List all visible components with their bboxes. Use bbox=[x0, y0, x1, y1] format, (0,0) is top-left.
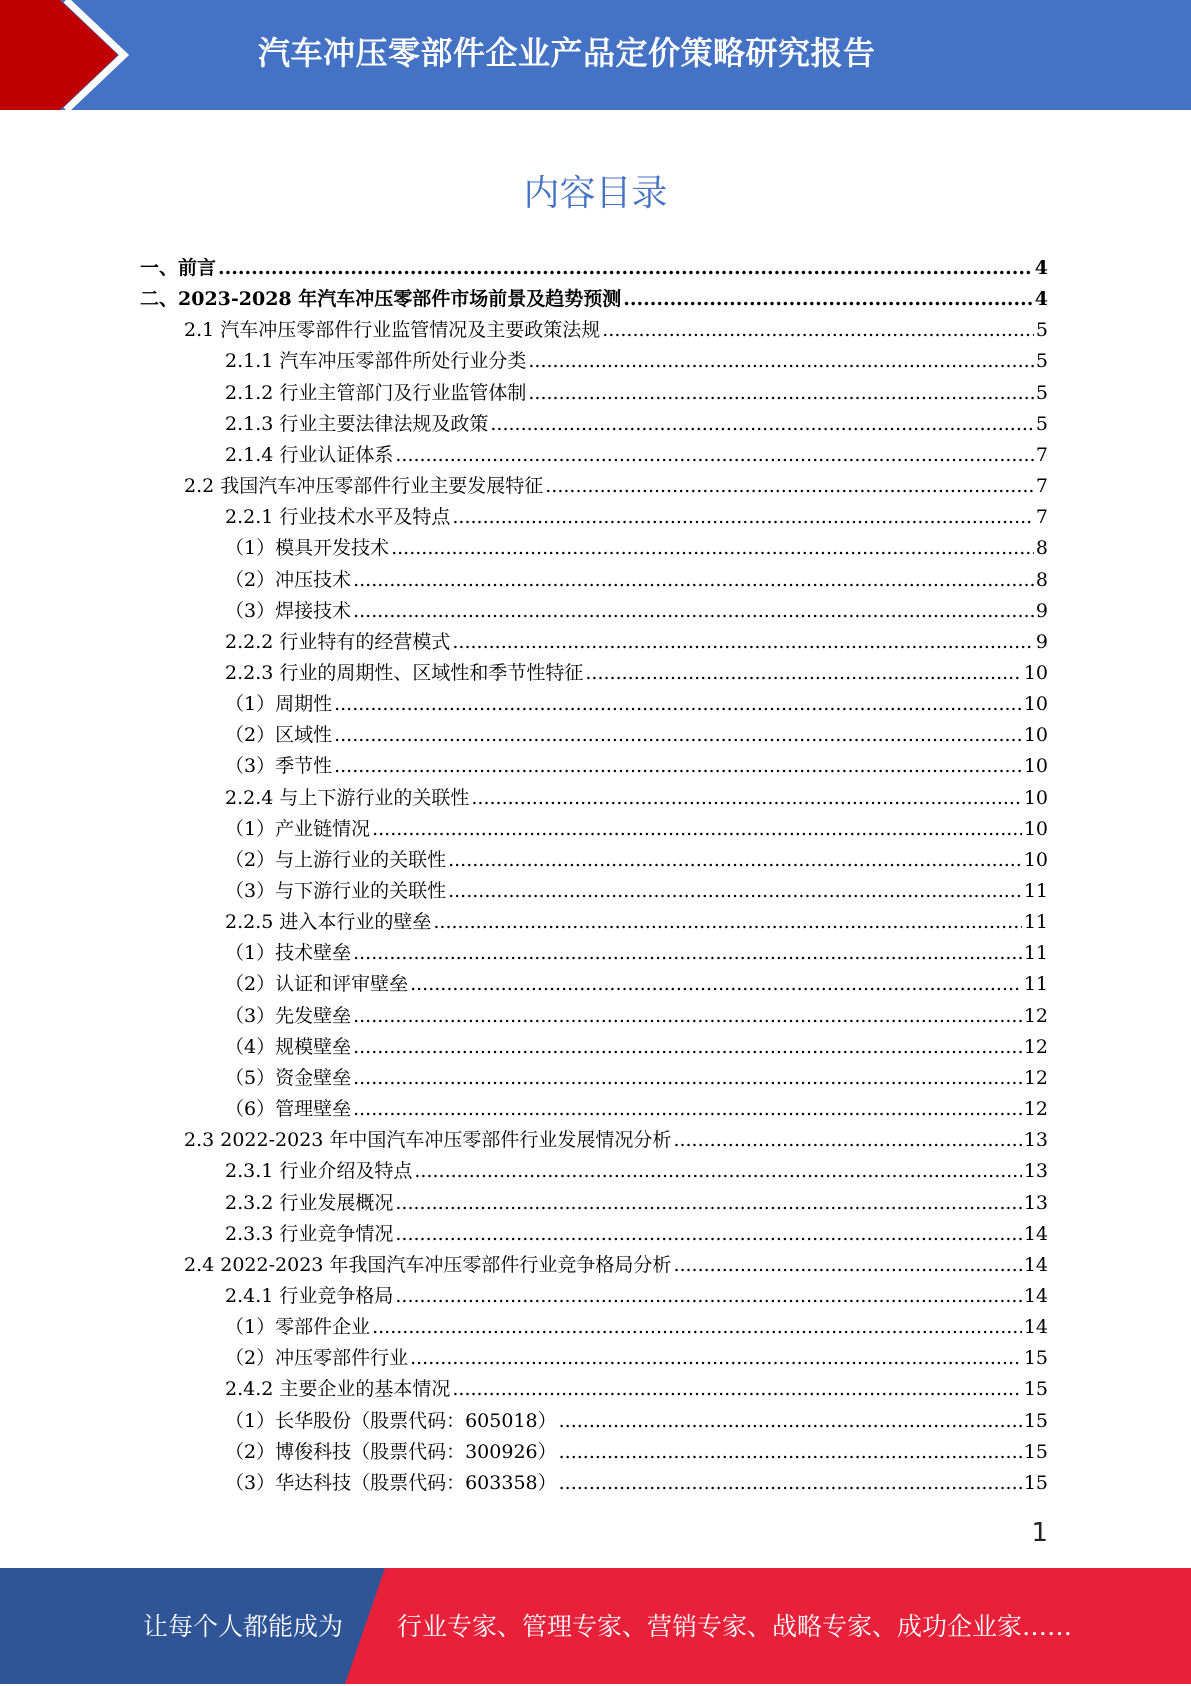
toc-entry-page: 5 bbox=[1035, 412, 1048, 435]
page-number: 1 bbox=[1031, 1518, 1048, 1548]
toc-entry-page: 14 bbox=[1023, 1284, 1048, 1307]
toc-leader-dots bbox=[585, 662, 1021, 684]
toc-leader-dots bbox=[353, 1005, 1022, 1027]
toc-leader-dots bbox=[528, 350, 1034, 372]
toc-leader-dots bbox=[334, 755, 1022, 777]
toc-entry-label: 2.4.1 行业竞争格局 bbox=[225, 1284, 394, 1307]
toc-entry-label: 2.3.2 行业发展概况 bbox=[225, 1191, 394, 1214]
toc-entry[interactable] bbox=[225, 689, 1048, 720]
toc-entry-label: （3）焊接技术 bbox=[225, 599, 352, 622]
toc-leader-dots bbox=[433, 911, 1021, 933]
toc-entry[interactable] bbox=[225, 1156, 1048, 1187]
toc-entry-page: 7 bbox=[1035, 475, 1048, 498]
toc-entry-page: 15 bbox=[1023, 1440, 1048, 1463]
page-footer bbox=[0, 1568, 1191, 1684]
toc-leader-dots bbox=[545, 475, 1034, 497]
toc-leader-dots bbox=[673, 1254, 1021, 1276]
toc-leader-dots bbox=[448, 880, 1022, 902]
toc-entry-page: 14 bbox=[1023, 1316, 1048, 1339]
toc-entry-page: 10 bbox=[1023, 661, 1048, 684]
toc-entry-page: 11 bbox=[1023, 973, 1048, 996]
toc-entry-page: 10 bbox=[1023, 724, 1048, 747]
toc-entry-label: （3）季节性 bbox=[225, 755, 333, 778]
toc-entry-label: 2.2.1 行业技术水平及特点 bbox=[225, 506, 451, 529]
toc-entry[interactable] bbox=[225, 1001, 1048, 1032]
toc-leader-dots bbox=[528, 382, 1034, 404]
toc-entry-label: 2.2.4 与上下游行业的关联性 bbox=[225, 786, 470, 809]
page-header bbox=[0, 0, 1191, 110]
toc-entry-page: 14 bbox=[1023, 1222, 1048, 1245]
toc-entry-page: 15 bbox=[1023, 1471, 1048, 1494]
toc-entry[interactable] bbox=[225, 565, 1048, 596]
toc-entry[interactable] bbox=[184, 1125, 1048, 1156]
toc-heading: 内容目录 bbox=[523, 173, 668, 214]
toc-leader-dots bbox=[410, 1347, 1022, 1369]
toc-entry-page: 12 bbox=[1023, 1098, 1048, 1121]
toc-leader-dots bbox=[559, 1472, 1022, 1494]
toc-leader-dots bbox=[559, 1441, 1022, 1463]
toc-entry-label: 2.1.2 行业主管部门及行业监管体制 bbox=[225, 381, 527, 404]
toc-entry-label: （1）模具开发技术 bbox=[225, 537, 390, 560]
toc-leader-dots bbox=[372, 1316, 1022, 1338]
toc-entry-label: 2.3.3 行业竞争情况 bbox=[225, 1222, 394, 1245]
toc-entry-label: 2.1 汽车冲压零部件行业监管情况及主要政策法规 bbox=[184, 319, 601, 342]
toc-entry-label: （1）零部件企业 bbox=[225, 1316, 371, 1339]
toc-entry-page: 9 bbox=[1035, 599, 1048, 622]
toc-leader-dots bbox=[334, 724, 1022, 746]
toc-entry-label: 2.1.4 行业认证体系 bbox=[225, 443, 394, 466]
toc-leader-dots bbox=[334, 693, 1022, 715]
toc-entry[interactable] bbox=[225, 1312, 1048, 1343]
toc-entry-page: 10 bbox=[1023, 786, 1048, 809]
toc-entry-page: 7 bbox=[1035, 506, 1048, 529]
toc-leader-dots bbox=[452, 1378, 1021, 1400]
toc-entry[interactable] bbox=[225, 751, 1048, 782]
toc-entry[interactable] bbox=[225, 502, 1048, 533]
toc-leader-dots bbox=[471, 787, 1021, 809]
toc-leader-dots bbox=[372, 818, 1022, 840]
toc-entry-label: 2.4.2 主要企业的基本情况 bbox=[225, 1378, 451, 1401]
toc-entry-label: 2.3 2022-2023 年中国汽车冲压零部件行业发展情况分析 bbox=[184, 1129, 672, 1152]
toc-entry-page: 12 bbox=[1023, 1004, 1048, 1027]
toc-entry-label: （1）长华股份（股票代码：605018） bbox=[225, 1409, 557, 1432]
toc-entry-page: 5 bbox=[1035, 381, 1048, 404]
toc-leader-dots bbox=[602, 319, 1034, 341]
toc-entry[interactable] bbox=[225, 409, 1048, 440]
toc-leader-dots bbox=[395, 1223, 1021, 1245]
toc-entry-page: 5 bbox=[1035, 319, 1048, 342]
toc-entry[interactable] bbox=[225, 1094, 1048, 1125]
toc-entry[interactable] bbox=[184, 471, 1048, 502]
toc-leader-dots bbox=[623, 288, 1033, 310]
toc-entry-label: 2.4 2022-2023 年我国汽车冲压零部件行业竞争格局分析 bbox=[184, 1253, 672, 1276]
toc-entry-label: （2）认证和评审壁垒 bbox=[225, 973, 409, 996]
toc-leader-dots bbox=[395, 1192, 1021, 1214]
toc-entry-page: 11 bbox=[1023, 942, 1048, 965]
toc-entry[interactable] bbox=[225, 814, 1048, 845]
toc-entry[interactable] bbox=[140, 284, 1048, 315]
toc-entry-label: 2.2 我国汽车冲压零部件行业主要发展特征 bbox=[184, 475, 544, 498]
toc-entry-page: 12 bbox=[1023, 1035, 1048, 1058]
toc-entry[interactable] bbox=[225, 440, 1048, 471]
toc-entry-label: （4）规模壁垒 bbox=[225, 1035, 352, 1058]
toc-entry-page: 10 bbox=[1023, 817, 1048, 840]
toc-entry[interactable] bbox=[225, 378, 1048, 409]
toc-entry-label: （3）先发壁垒 bbox=[225, 1004, 352, 1027]
toc-entry[interactable] bbox=[184, 315, 1048, 346]
toc-entry[interactable] bbox=[225, 1281, 1048, 1312]
toc-entry-label: （6）管理壁垒 bbox=[225, 1098, 352, 1121]
toc-entry-label: （3）与下游行业的关联性 bbox=[225, 880, 447, 902]
toc-leader-dots bbox=[353, 1036, 1022, 1058]
toc-entry-page: 13 bbox=[1023, 1129, 1048, 1152]
toc-entry[interactable] bbox=[225, 1468, 1048, 1499]
toc-entry[interactable] bbox=[225, 596, 1048, 627]
toc-entry-page: 15 bbox=[1023, 1347, 1048, 1370]
toc-entry[interactable] bbox=[225, 938, 1048, 969]
footer-slogan-left: 让每个人都能成为 bbox=[143, 1612, 344, 1641]
report-title: 汽车冲压零部件企业产品定价策略研究报告 bbox=[258, 34, 876, 72]
toc-entry-page: 10 bbox=[1023, 755, 1048, 778]
toc-entry-label: 2.2.3 行业的周期性、区域性和季节性特征 bbox=[225, 661, 584, 684]
toc-leader-dots bbox=[395, 1285, 1021, 1307]
toc-entry-page: 5 bbox=[1035, 350, 1048, 373]
toc-entry-page: 8 bbox=[1035, 568, 1048, 591]
toc-entry-label: （5）资金壁垒 bbox=[225, 1066, 352, 1089]
toc-leader-dots bbox=[353, 600, 1034, 622]
toc-entry[interactable] bbox=[225, 876, 1048, 907]
toc-entry[interactable] bbox=[225, 1219, 1048, 1250]
toc-entry[interactable] bbox=[225, 346, 1048, 377]
toc-entry[interactable] bbox=[225, 907, 1048, 938]
toc-entry-page: 13 bbox=[1023, 1191, 1048, 1214]
toc-leader-dots bbox=[448, 849, 1022, 871]
toc-leader-dots bbox=[218, 257, 1033, 279]
toc-entry-label: （2）与上游行业的关联性 bbox=[225, 848, 447, 871]
toc-entry[interactable] bbox=[140, 253, 1048, 284]
toc-entry-label: 2.1.3 行业主要法律法规及政策 bbox=[225, 412, 489, 435]
toc-leader-dots bbox=[353, 942, 1022, 964]
toc-entry-label: 2.1.1 汽车冲压零部件所处行业分类 bbox=[225, 350, 527, 373]
toc-leader-dots bbox=[452, 506, 1034, 528]
toc-entry[interactable] bbox=[225, 720, 1048, 751]
toc-leader-dots bbox=[391, 537, 1034, 559]
toc-leader-dots bbox=[410, 973, 1022, 995]
toc-entry-page: 10 bbox=[1023, 693, 1048, 716]
toc-entry[interactable] bbox=[225, 1188, 1048, 1219]
toc-entry[interactable] bbox=[225, 627, 1048, 658]
toc-entry-page: 10 bbox=[1023, 848, 1048, 871]
toc-entry-label: 2.3.1 行业介绍及特点 bbox=[225, 1160, 413, 1183]
toc-entry[interactable] bbox=[225, 969, 1048, 1000]
toc-entry[interactable] bbox=[225, 1032, 1048, 1063]
toc-leader-dots bbox=[414, 1160, 1021, 1182]
toc-entry-label: （3）华达科技（股票代码：603358） bbox=[225, 1471, 557, 1494]
toc-leader-dots bbox=[353, 1098, 1022, 1120]
toc-leader-dots bbox=[490, 413, 1034, 435]
toc-entry-page: 9 bbox=[1035, 630, 1048, 653]
toc-entry[interactable] bbox=[225, 1343, 1048, 1374]
toc-entry[interactable] bbox=[225, 1437, 1048, 1468]
toc-entry-page: 7 bbox=[1035, 443, 1048, 466]
toc-entry-page: 15 bbox=[1023, 1378, 1048, 1401]
toc-entry[interactable] bbox=[225, 1063, 1048, 1094]
toc-entry-label: （2）冲压零部件行业 bbox=[225, 1347, 409, 1370]
header-arrow-decoration bbox=[0, 0, 160, 110]
toc-entry[interactable] bbox=[225, 658, 1048, 689]
toc-leader-dots bbox=[395, 444, 1034, 466]
toc-entry-page: 11 bbox=[1023, 911, 1048, 934]
toc-entry-page: 4 bbox=[1034, 257, 1048, 279]
toc-leader-dots bbox=[673, 1129, 1021, 1151]
toc-entry-label: （2）冲压技术 bbox=[225, 568, 352, 591]
toc-entry-label: 2.2.5 进入本行业的壁垒 bbox=[225, 911, 432, 934]
toc-entry-page: 15 bbox=[1023, 1409, 1048, 1432]
toc-entry-label: （2）区域性 bbox=[225, 724, 333, 747]
toc-entry-label: （1）产业链情况 bbox=[225, 817, 371, 840]
toc-entry-page: 11 bbox=[1023, 880, 1048, 902]
toc-leader-dots bbox=[353, 569, 1034, 591]
toc-entry-label: （1）周期性 bbox=[225, 693, 333, 716]
toc-leader-dots bbox=[559, 1410, 1022, 1432]
toc-leader-dots bbox=[452, 631, 1034, 653]
footer-slogan-right: 行业专家、管理专家、营销专家、战略专家、成功企业家…… bbox=[397, 1612, 1073, 1641]
toc-entry[interactable] bbox=[225, 1374, 1048, 1405]
toc-entry[interactable] bbox=[225, 533, 1048, 564]
toc-entry-label: （1）技术壁垒 bbox=[225, 942, 352, 965]
toc-entry-page: 4 bbox=[1034, 288, 1048, 311]
toc-entry[interactable] bbox=[225, 783, 1048, 814]
toc-entry[interactable] bbox=[184, 1250, 1048, 1281]
toc-entry-page: 8 bbox=[1035, 537, 1048, 560]
toc-leader-dots bbox=[353, 1067, 1022, 1089]
toc-entry[interactable] bbox=[225, 845, 1048, 876]
toc-entry-page: 13 bbox=[1023, 1160, 1048, 1183]
toc-entry-label: 二、2023-2028 年汽车冲压零部件市场前景及趋势预测 bbox=[140, 288, 622, 311]
toc-entry-page: 14 bbox=[1023, 1253, 1048, 1276]
toc-entry-page: 12 bbox=[1023, 1066, 1048, 1089]
toc-entry-label: （2）博俊科技（股票代码：300926） bbox=[225, 1440, 557, 1463]
toc-entry-label: 一、前言 bbox=[140, 257, 217, 279]
toc-entry-label: 2.2.2 行业特有的经营模式 bbox=[225, 630, 451, 653]
toc-entry[interactable] bbox=[225, 1406, 1048, 1437]
